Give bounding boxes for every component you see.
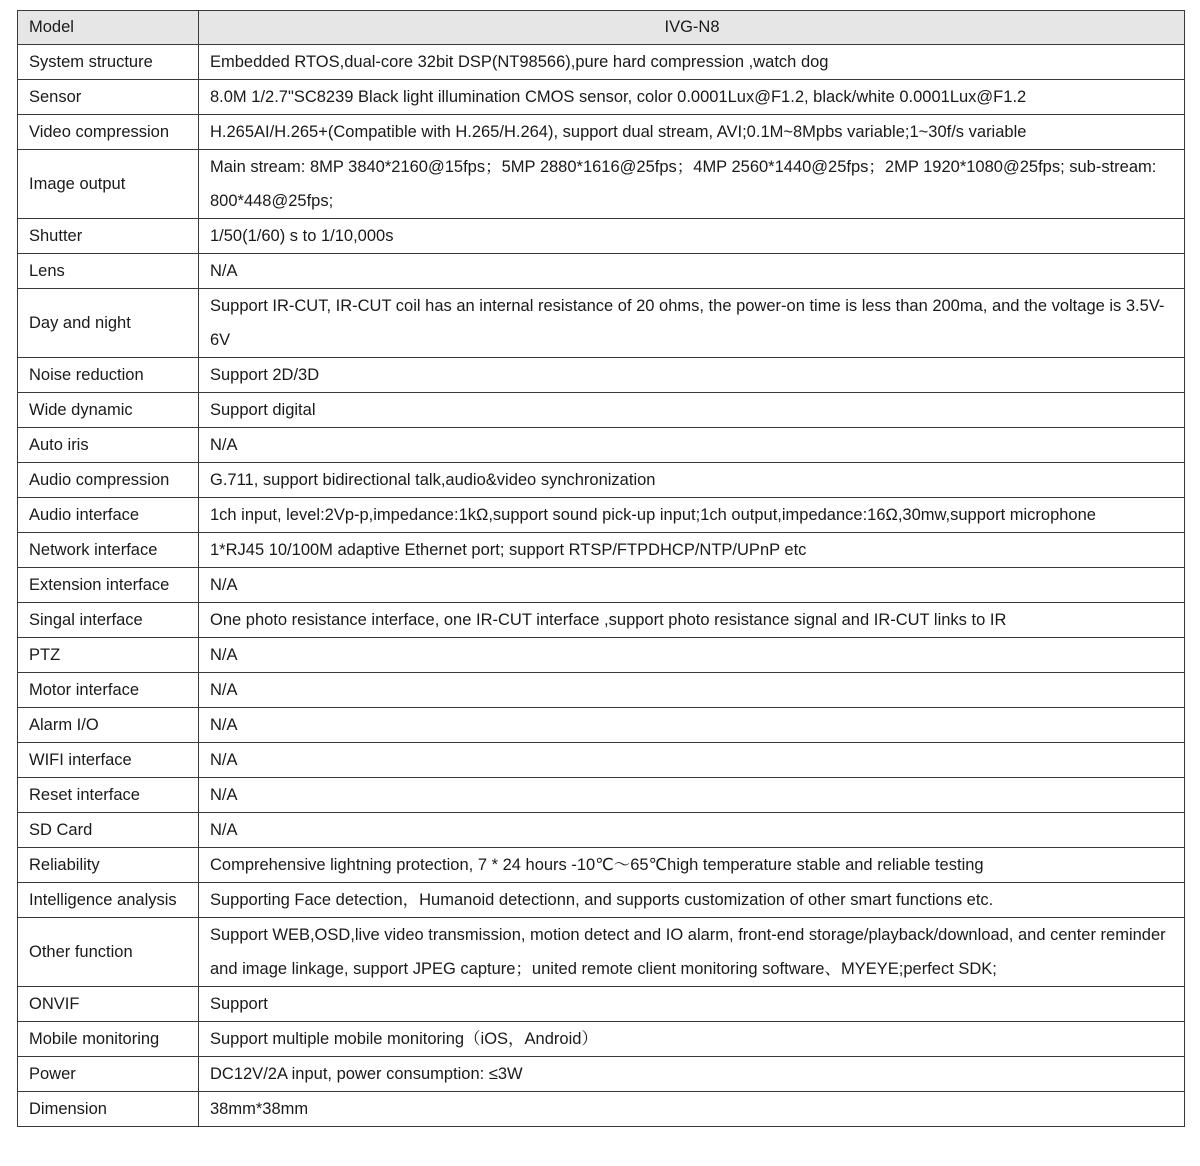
table-row: [18, 848, 1185, 883]
row-label: Network interface: [18, 533, 199, 568]
row-value: Support multiple mobile monitoring（iOS，Android）: [199, 1022, 1185, 1057]
table-row: [18, 708, 1185, 743]
row-value: N/A: [199, 778, 1185, 813]
table-row: [18, 533, 1185, 568]
table-row: [18, 115, 1185, 150]
row-label: Noise reduction: [18, 358, 199, 393]
table-row: [18, 80, 1185, 115]
row-value: 1ch input, level:2Vp-p,impedance:1kΩ,support sound pick-up input;1ch output,impedance:16Ω,30mw,support microphone: [199, 498, 1185, 533]
table-row: [18, 1092, 1185, 1127]
row-label: Intelligence analysis: [18, 883, 199, 918]
table-row: [18, 393, 1185, 428]
row-label: Alarm I/O: [18, 708, 199, 743]
row-value: N/A: [199, 254, 1185, 289]
row-label: Extension interface: [18, 568, 199, 603]
row-label: Lens: [18, 254, 199, 289]
row-value: Support 2D/3D: [199, 358, 1185, 393]
table-row: [18, 603, 1185, 638]
table-row: [18, 289, 1185, 358]
row-value: Support digital: [199, 393, 1185, 428]
row-value: Supporting Face detection，Humanoid detectionn, and supports customization of other smart functions etc.: [199, 883, 1185, 918]
table-row: [18, 673, 1185, 708]
row-value: Main stream: 8MP 3840*2160@15fps；5MP 2880*1616@25fps；4MP 2560*1440@25fps；2MP 1920*1080@25fps; sub-stream: 800*448@25fps;: [199, 150, 1185, 219]
row-value: 8.0M 1/2.7"SC8239 Black light illumination CMOS sensor, color 0.0001Lux@F1.2, black/white 0.0001Lux@F1.2: [199, 80, 1185, 115]
table-row: [18, 463, 1185, 498]
row-value: Embedded RTOS,dual-core 32bit DSP(NT98566),pure hard compression ,watch dog: [199, 45, 1185, 80]
table-row: [18, 219, 1185, 254]
row-value: N/A: [199, 743, 1185, 778]
row-value: Support IR-CUT, IR-CUT coil has an internal resistance of 20 ohms, the power-on time is less than 200ma, and the voltage is 3.5V-6V: [199, 289, 1185, 358]
model-label: Model: [18, 11, 199, 45]
row-value: N/A: [199, 638, 1185, 673]
row-value: Comprehensive lightning protection, 7 * 24 hours -10℃～65℃high temperature stable and reliable testing: [199, 848, 1185, 883]
row-label: Singal interface: [18, 603, 199, 638]
row-label: Reliability: [18, 848, 199, 883]
row-label: Mobile monitoring: [18, 1022, 199, 1057]
row-label: WIFI interface: [18, 743, 199, 778]
row-label: Dimension: [18, 1092, 199, 1127]
table-row: [18, 358, 1185, 393]
table-row: [18, 568, 1185, 603]
row-label: Sensor: [18, 80, 199, 115]
table-row: [18, 883, 1185, 918]
table-row: [18, 918, 1185, 987]
table-row: [18, 778, 1185, 813]
row-label: Image output: [18, 150, 199, 219]
row-value: Support: [199, 987, 1185, 1022]
row-label: Audio compression: [18, 463, 199, 498]
table-row: [18, 45, 1185, 80]
row-value: One photo resistance interface, one IR-CUT interface ,support photo resistance signal and IR-CUT links to IR: [199, 603, 1185, 638]
row-label: ONVIF: [18, 987, 199, 1022]
row-label: Reset interface: [18, 778, 199, 813]
table-row: [18, 498, 1185, 533]
model-value: IVG-N8: [199, 11, 1185, 45]
table-row: [18, 150, 1185, 219]
spec-table: [17, 10, 1185, 1127]
row-label: Other function: [18, 918, 199, 987]
row-value: N/A: [199, 813, 1185, 848]
row-label: Audio interface: [18, 498, 199, 533]
row-value: 1/50(1/60) s to 1/10,000s: [199, 219, 1185, 254]
row-value: Support WEB,OSD,live video transmission, motion detect and IO alarm, front-end storage/playback/download, and center reminder and image linkage, support JPEG capture；united remote client monitoring software、MYEYE;perfect SDK;: [199, 918, 1185, 987]
row-value: DC12V/2A input, power consumption: ≤3W: [199, 1057, 1185, 1092]
table-row: [18, 743, 1185, 778]
table-row: [18, 1057, 1185, 1092]
row-value: 1*RJ45 10/100M adaptive Ethernet port; support RTSP/FTPDHCP/NTP/UPnP etc: [199, 533, 1185, 568]
row-label: SD Card: [18, 813, 199, 848]
row-value: H.265AI/H.265+(Compatible with H.265/H.264), support dual stream, AVI;0.1M~8Mpbs variable;1~30f/s variable: [199, 115, 1185, 150]
table-row: [18, 254, 1185, 289]
row-label: Motor interface: [18, 673, 199, 708]
row-label: Auto iris: [18, 428, 199, 463]
table-row: [18, 987, 1185, 1022]
row-label: Video compression: [18, 115, 199, 150]
row-label: PTZ: [18, 638, 199, 673]
row-label: Power: [18, 1057, 199, 1092]
table-row: [18, 638, 1185, 673]
row-label: System structure: [18, 45, 199, 80]
row-value: N/A: [199, 428, 1185, 463]
header-row: [18, 11, 1185, 45]
table-row: [18, 1022, 1185, 1057]
table-row: [18, 428, 1185, 463]
row-value: 38mm*38mm: [199, 1092, 1185, 1127]
row-label: Day and night: [18, 289, 199, 358]
row-label: Wide dynamic: [18, 393, 199, 428]
table-row: [18, 813, 1185, 848]
row-label: Shutter: [18, 219, 199, 254]
row-value: N/A: [199, 568, 1185, 603]
row-value: G.711, support bidirectional talk,audio&video synchronization: [199, 463, 1185, 498]
row-value: N/A: [199, 673, 1185, 708]
row-value: N/A: [199, 708, 1185, 743]
